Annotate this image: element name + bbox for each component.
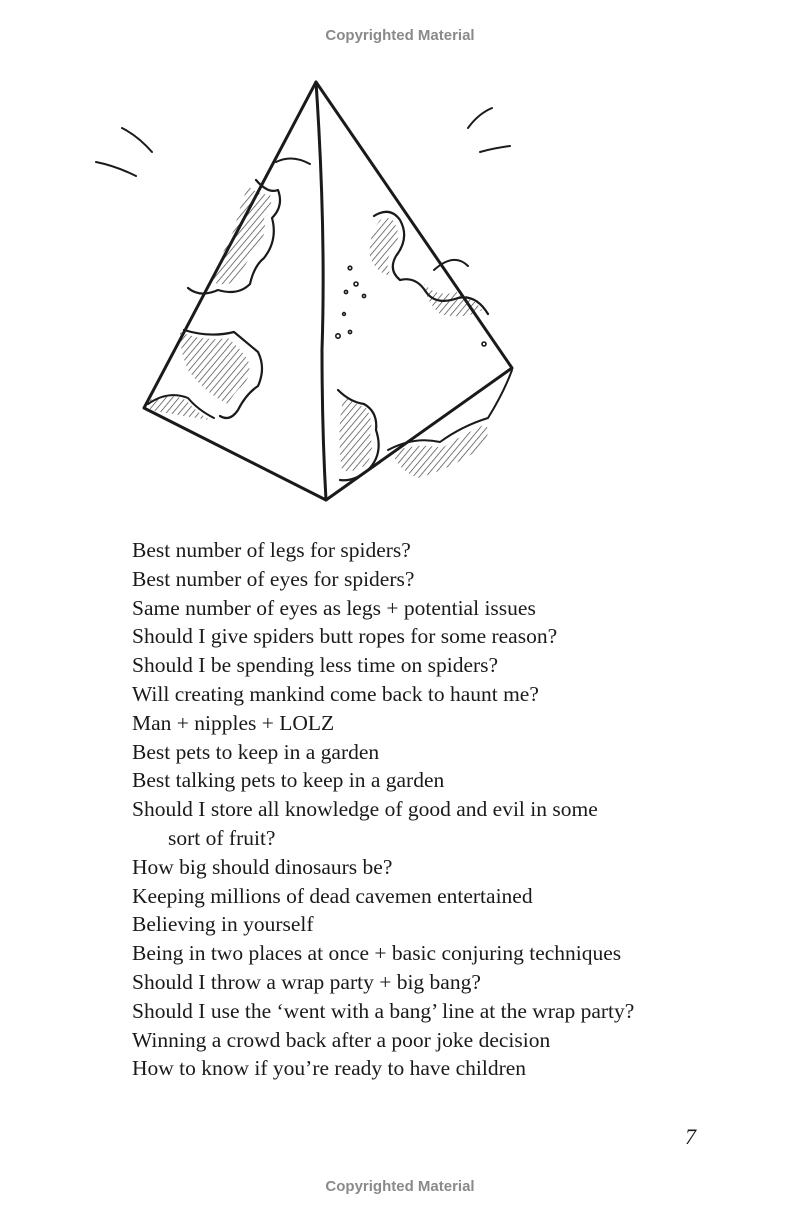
pyramid-globe-illustration (88, 70, 528, 510)
list-item: Should I be spending less time on spiders? (132, 653, 499, 678)
list-item: Believing in yourself (132, 912, 314, 937)
copyright-watermark-bottom: Copyrighted Material (325, 1178, 475, 1195)
list-item: Man + nipples + LOLZ (132, 710, 335, 735)
list-item: Should I throw a wrap party + big bang? (132, 969, 481, 994)
list-item: Best pets to keep in a garden (132, 739, 380, 764)
list-item: How to know if you’re ready to have children (132, 1056, 527, 1081)
list-item: How big should dinosaurs be? (132, 854, 393, 879)
list-item: Keeping millions of dead cavemen entertained (132, 883, 533, 908)
continuation-text: sort of fruit? (168, 825, 276, 850)
list-item: Best talking pets to keep in a garden (132, 768, 445, 793)
list-item-continuation (132, 824, 752, 853)
list-item: Same number of eyes as legs + potential issues (132, 595, 536, 620)
question-list (132, 536, 752, 1083)
list-item: Will creating mankind come back to haunt me? (132, 681, 539, 706)
list-item: Best number of legs for spiders? (132, 538, 411, 562)
list-item: Should I use the ‘went with a bang’ line at the wrap party? (132, 998, 635, 1023)
copyright-watermark-top: Copyrighted Material (325, 27, 475, 44)
list-item: Should I store all knowledge of good and evil in some (132, 797, 598, 822)
page-number: 7 (685, 1124, 696, 1149)
list-item: Best number of eyes for spiders? (132, 566, 415, 591)
list-item: Being in two places at once + basic conjuring techniques (132, 941, 622, 966)
list-item: Should I give spiders butt ropes for some reason? (132, 624, 558, 649)
list-item: Winning a crowd back after a poor joke decision (132, 1027, 551, 1052)
